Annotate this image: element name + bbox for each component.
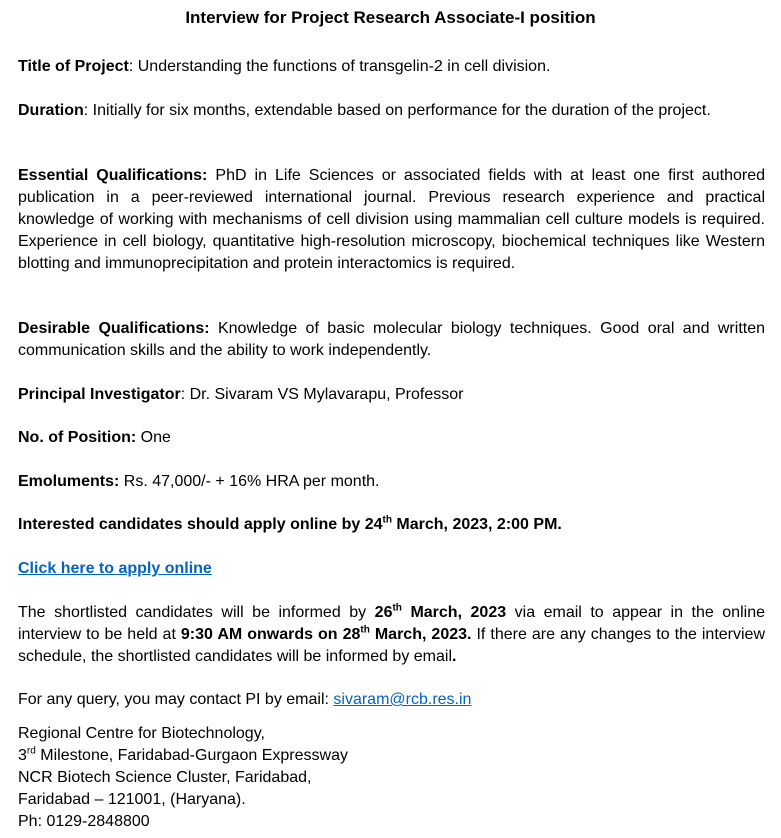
shortlist-date-1-rest: March, 2023 [401, 604, 507, 621]
contact-email-link[interactable]: sivaram@rcb.res.in [333, 691, 472, 708]
apply-deadline-sup: th [382, 514, 392, 526]
address-line-2-rest: Milestone, Faridabad-Gurgaon Expressway [35, 747, 348, 764]
shortlist-date-2-sup: th [360, 624, 370, 636]
project-title-label: Title of Project [18, 58, 129, 75]
principal-investigator-section: Principal Investigator: Dr. Sivaram VS Mylavarapu, Professor [18, 386, 464, 403]
apply-link-row [18, 558, 765, 580]
principal-investigator-label: Principal Investigator [18, 386, 181, 403]
apply-deadline-suffix: March, 2023, 2:00 PM. [391, 516, 562, 533]
desirable-qualifications-label: Desirable Qualifications: [18, 320, 210, 337]
principal-investigator-value: Dr. Sivaram VS Mylavarapu, Professor [189, 386, 464, 403]
apply-deadline [18, 514, 765, 536]
query-text: For any query, you may contact PI by email: [18, 691, 334, 708]
shortlist-text-1: The shortlisted candidates will be informed by [18, 604, 375, 621]
shortlist-date-2-rest: March, 2023. [369, 626, 472, 643]
emoluments-label: Emoluments: [18, 473, 120, 490]
address-line-2-num: 3 [18, 747, 27, 764]
shortlist-date-2: 9:30 AM onwards on 28 [180, 626, 361, 643]
shortlist-section [18, 602, 765, 668]
project-title-value: Understanding the functions of transgelin-2 in cell division. [137, 58, 551, 75]
address-line-4: Faridabad – 121001, (Haryana). [18, 791, 246, 808]
duration-value: Initially for six months, extendable based on performance for the duration of the project. [92, 102, 711, 119]
desirable-qualifications-value: Knowledge of basic molecular biology techniques. Good oral and written communication skills and the ability to work independently. [18, 320, 766, 359]
shortlist-date-1-sup: th [392, 602, 402, 614]
duration-section: Duration: Initially for six months, extendable based on performance for the duration of the project. [18, 102, 711, 119]
address-line-3: NCR Biotech Science Cluster, Faridabad, [18, 769, 312, 786]
address-line-2 [18, 745, 765, 767]
shortlist-text-3: If there are any changes to the interview schedule, the shortlisted candidates will be informed by email [18, 626, 766, 665]
address-line-2-sup: rd [26, 745, 36, 757]
query-section [18, 689, 765, 711]
shortlist-date-1: 26 [374, 604, 393, 621]
address-line-1: Regional Centre for Biotechnology, [18, 725, 265, 742]
positions-value: One [140, 429, 171, 446]
apply-deadline-prefix: Interested candidates should apply online by 24 [18, 516, 383, 533]
shortlist-text-2: via email to appear in the online interview to be held at [18, 604, 765, 643]
apply-online-link[interactable]: Click here to apply online [18, 560, 212, 577]
project-title-section: Title of Project: Understanding the functions of transgelin-2 in cell division. [18, 58, 551, 75]
essential-qualifications-label: Essential Qualifications: [18, 167, 208, 184]
duration-label: Duration [18, 102, 84, 119]
desirable-qualifications-section [18, 318, 765, 362]
essential-qualifications-value: PhD in Life Sciences or associated fields with at least one first authored publication in a peer-reviewed international journal. Previous research experience and practical knowledge of working with mechanisms of cell division using mammalian cell culture models is required. Experience in cell biology, quantitative high-resolution microscopy, biochemical techniques like Western blotting and immunoprecipitation and protein interactomics is required. [18, 167, 766, 272]
address-phone: Ph: 0129-2848800 [18, 813, 150, 830]
emoluments-section [18, 471, 765, 493]
positions-label: No. of Position: [18, 429, 137, 446]
emoluments-value: Rs. 47,000/- + 16% HRA per month. [123, 473, 380, 490]
page-title: Interview for Project Research Associate-I position [185, 8, 596, 27]
positions-section [18, 427, 765, 449]
address-block [18, 723, 765, 833]
shortlist-text-4: . [452, 648, 457, 665]
essential-qualifications-section [18, 165, 765, 275]
